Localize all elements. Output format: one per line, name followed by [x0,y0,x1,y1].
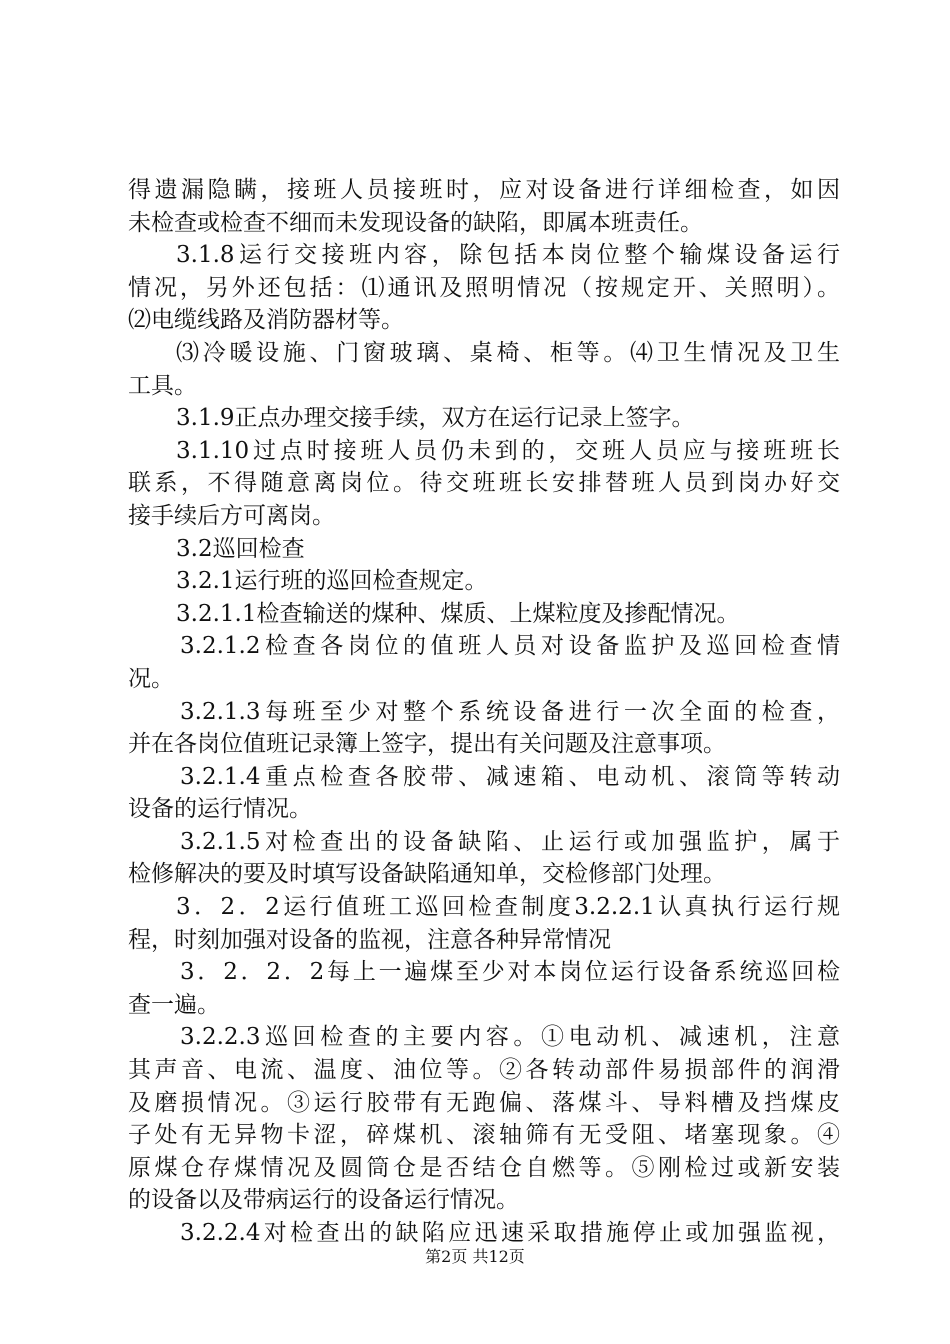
text-line: 3．2．2运行值班工巡回检查制度3.2.2.1认真执行运行规 [176,894,840,921]
page-number: 第2页 共12页 [425,1247,525,1266]
text-line: 及磨损情况。③运行胶带有无跑偏、落煤斗、导料槽及挡煤皮 [128,1089,840,1116]
text-line: ⑵电缆线路及消防器材等。 [128,307,404,334]
text-line: 查一遍。 [128,991,220,1018]
text-line: 子处有无异物卡涩，碎煤机、滚轴筛有无受阻、堵塞现象。④ [128,1122,840,1149]
text-line: 3.1.8运行交接班内容，除包括本岗位整个输煤设备运行 [176,242,840,269]
text-line: 3.2.2.3巡回检查的主要内容。①电动机、减速机，注意 [180,1024,840,1051]
text-line: 3.1.9正点办理交接手续，双方在运行记录上签字。 [176,405,695,432]
text-line: 3.2.1.3每班至少对整个系统设备进行一次全面的检查， [180,698,840,725]
document-body [128,174,840,1250]
text-line: 接手续后方可离岗。 [128,502,335,529]
text-line: 工具。 [128,372,197,399]
text-line: 联系，不得随意离岗位。待交班班长安排替班人员到岗办好交 [128,470,840,497]
text-line: 况。 [128,665,174,692]
text-line: 设备的运行情况。 [128,796,312,823]
text-line: 3.2.1.5对检查出的设备缺陷、止运行或加强监护，属于 [180,828,840,855]
text-line: 并在各岗位值班记录簿上签字，提出有关问题及注意事项。 [128,731,726,758]
text-line: 3.2.1.2检查各岗位的值班人员对设备监护及巡回检查情 [180,633,840,660]
text-line: 其声音、电流、温度、油位等。②各转动部件易损部件的润滑 [128,1057,840,1084]
text-line: ⑶冷暖设施、门窗玻璃、桌椅、柜等。⑷卫生情况及卫生 [176,339,840,366]
text-line: 原煤仓存煤情况及圆筒仓是否结仓自燃等。⑤刚检过或新安装 [128,1154,840,1181]
text-line: 检修解决的要及时填写设备缺陷通知单，交检修部门处理。 [128,861,726,888]
text-line: 情况，另外还包括：⑴通讯及照明情况（按规定开、关照明）。 [128,274,840,301]
text-line: 的设备以及带病运行的设备运行情况。 [128,1187,519,1214]
text-line: 3．2．2．2每上一遍煤至少对本岗位运行设备系统巡回检 [180,959,840,986]
text-line: 3.2.1运行班的巡回检查规定。 [176,568,488,595]
section-heading: 3.2巡回检查 [176,535,305,562]
text-line: 3.2.2.4对检查出的缺陷应迅速采取措施停止或加强监视， [180,1220,840,1246]
text-line: 3.2.1.1检查输送的煤种、煤质、上煤粒度及掺配情况。 [176,600,740,627]
text-line: 3.1.10过点时接班人员仍未到的，交班人员应与接班班长 [176,437,840,464]
text-line: 得遗漏隐瞒，接班人员接班时，应对设备进行详细检查，如因 [128,177,840,203]
text-line: 3.2.1.4重点检查各胶带、减速箱、电动机、滚筒等转动 [180,763,840,790]
text-line: 未检查或检查不细而未发现设备的缺陷，即属本班责任。 [128,209,703,236]
text-line: 程，时刻加强对设备的监视，注意各种异常情况 [128,926,611,953]
